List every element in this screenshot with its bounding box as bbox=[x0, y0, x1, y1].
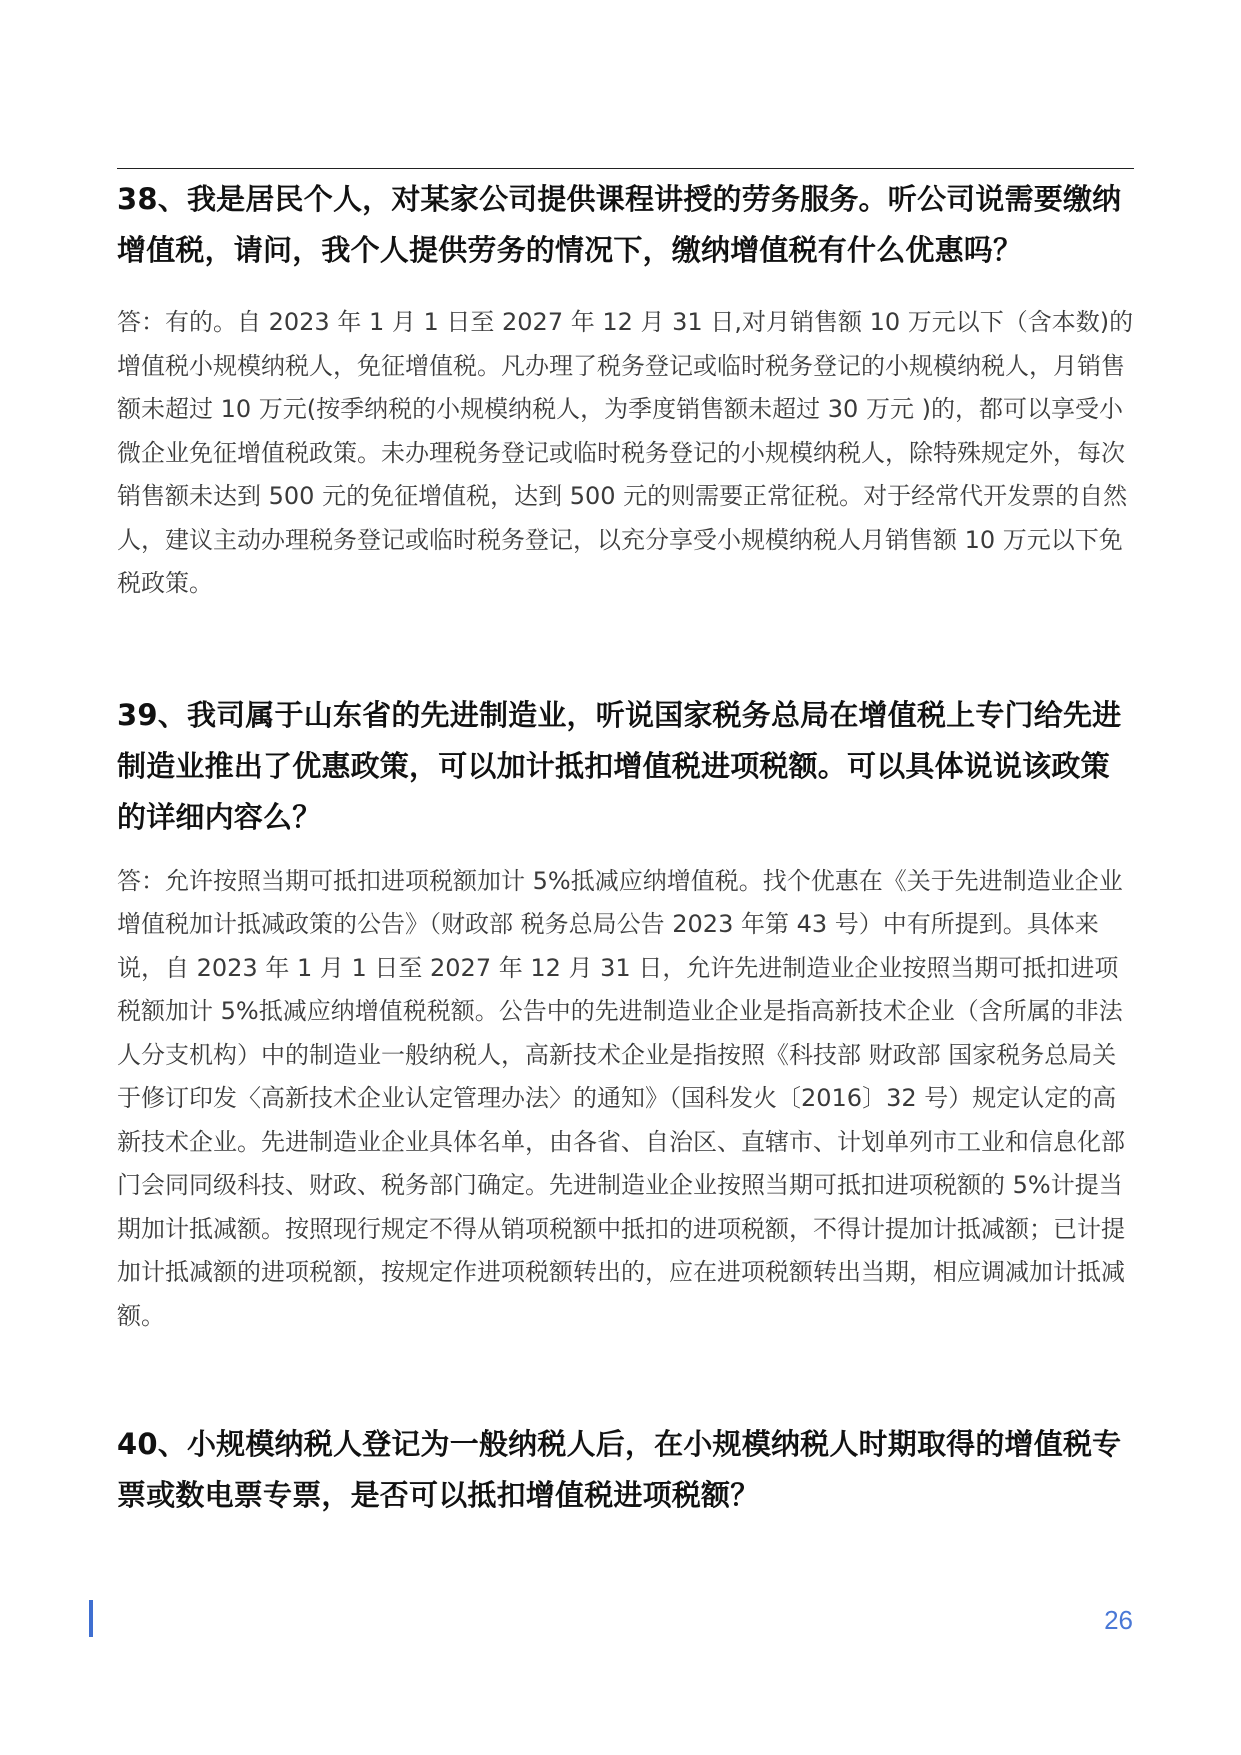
question-heading: 38、我是居民个人，对某家公司提供课程讲授的劳务服务。听公司说需要缴纳增值税，请问，我个人提供劳务的情况下，缴纳增值税有什么优惠吗？ bbox=[117, 182, 1122, 267]
top-divider bbox=[117, 168, 1134, 169]
page-content bbox=[117, 170, 1134, 1521]
page-number: 26 bbox=[1104, 1605, 1133, 1635]
answer-paragraph: 答：允许按照当期可抵扣进项税额加计 5%抵减应纳增值税。找个优惠在《关于先进制造业企业增值税加计抵减政策的公告》（财政部 税务总局公告 2023 年第 43 号）中有所提到。具体来说，自 2023 年 1 月 1 日至 2027 年 12 月 31 日，允许先进制造业企业按照当期可抵扣进项税额加计 5%抵减应纳增值税税额。公告中的先进制造业企业是指高新技术企业（含所属的非法人分支机构）中的制造业一般纳税人，高新技术企业是指按照《科技部 财政部 国家税务总局关于修订印发〈高新技术企业认定管理办法〉的通知》（国科发火〔2016〕32 号）规定认定的高新技术企业。先进制造业企业具体名单，由各省、自治区、直辖市、计划单列市工业和信息化部门会同同级科技、财政、税务部门确定。先进制造业企业按照当期可抵扣进项税额的 5%计提当期加计抵减额。按照现行规定不得从销项税额中抵扣的进项税额，不得计提加计抵减额；已计提加计抵减额的进项税额，按规定作进项税额转出的，应在进项税额转出当期，相应调减加计抵减额。 bbox=[117, 866, 1125, 1330]
answer-paragraph: 答：有的。自 2023 年 1 月 1 日至 2027 年 12 月 31 日,对月销售额 10 万元以下（含本数)的增值税小规模纳税人，免征增值税。凡办理了税务登记或临时税务登记的小规模纳税人，月销售额未超过 10 万元(按季纳税的小规模纳税人，为季度销售额未超过 30 万元 )的，都可以享受小微企业免征增值税政策。未办理税务登记或临时税务登记的小规模纳税人，除特殊规定外，每次销售额未达到 500 元的免征增值税，达到 500 元的则需要正常征税。对于经常代开发票的自然人，建议主动办理税务登记或临时税务登记，以充分享受小规模纳税人月销售额 10 万元以下免税政策。 bbox=[117, 308, 1134, 597]
question-heading: 39、我司属于山东省的先进制造业，听说国家税务总局在增值税上专门给先进制造业推出了优惠政策，可以加计抵扣增值税进项税额。可以具体说说该政策的详细内容么？ bbox=[117, 697, 1122, 834]
qa-item-38 bbox=[117, 174, 1134, 606]
qa-item-40 bbox=[117, 1419, 1134, 1521]
footer-accent-bar bbox=[89, 1600, 93, 1637]
question-heading: 40、小规模纳税人登记为一般纳税人后，在小规模纳税人时期取得的增值税专票或数电票专票，是否可以抵扣增值税进项税额？ bbox=[117, 1427, 1122, 1512]
qa-item-39 bbox=[117, 690, 1134, 1339]
